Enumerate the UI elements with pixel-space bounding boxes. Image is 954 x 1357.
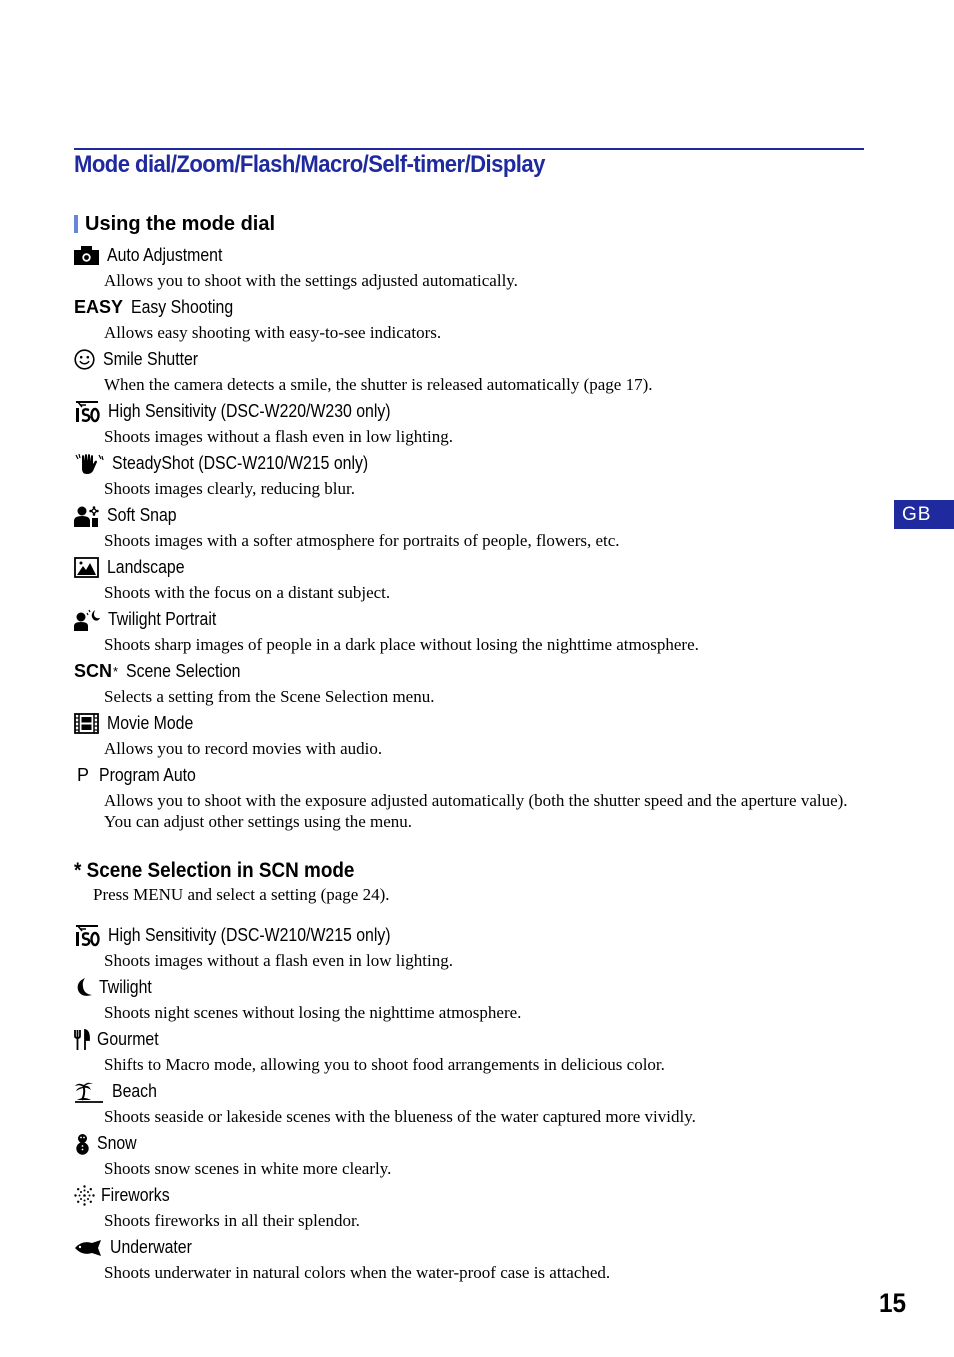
scn-icon-asterisk: * (113, 664, 119, 679)
list-item (74, 973, 874, 1025)
scn-icon-label: SCN (74, 661, 113, 681)
mode-name: Program Auto (99, 765, 196, 785)
mode-name: Snow (97, 1133, 137, 1153)
mode-head (74, 1129, 874, 1158)
mode-head (74, 1181, 874, 1210)
mode-name: Auto Adjustment (107, 245, 223, 265)
language-tab: GB (894, 500, 954, 529)
mode-head (74, 449, 874, 478)
mode-name: High Sensitivity (DSC-W220/W230 only) (108, 401, 391, 421)
mode-name: Twilight (99, 977, 152, 997)
mode-head (74, 1077, 874, 1106)
mode-name: Scene Selection (126, 661, 241, 681)
mode-description: Shoots snow scenes in white more clearly. (104, 1159, 392, 1178)
smile-icon (74, 349, 95, 371)
list-item (74, 709, 874, 761)
list-item (74, 501, 874, 553)
mode-dial-list (74, 241, 874, 832)
mode-name: SteadyShot (DSC-W210/W215 only) (112, 453, 369, 473)
mode-name: Smile Shutter (103, 349, 199, 369)
list-item (74, 1181, 874, 1233)
mode-head (74, 921, 874, 950)
beach-palm-icon (74, 1081, 104, 1103)
scn-icon (74, 661, 118, 683)
mode-description: Shoots images without a flash even in low lighting. (104, 951, 453, 970)
mode-name: High Sensitivity (DSC-W210/W215 only) (108, 925, 391, 945)
mode-description: Shoots with the focus on a distant subject. (104, 583, 391, 602)
mode-description: Allows you to record movies with audio. (104, 739, 383, 758)
steadyshot-hand-icon (74, 453, 104, 475)
mode-head (74, 605, 874, 634)
list-item (74, 1025, 874, 1077)
mode-head (74, 397, 874, 426)
soft-snap-icon (74, 505, 99, 527)
mode-head (74, 761, 874, 790)
iso-icon (74, 925, 100, 947)
mode-head (74, 709, 874, 738)
title-rule (74, 148, 864, 150)
mode-description: When the camera detects a smile, the shutter is released automatically (page 17). (104, 375, 653, 394)
list-item (74, 449, 874, 501)
fish-icon (74, 1237, 102, 1259)
mode-head (74, 501, 874, 530)
mode-name: Easy Shooting (131, 297, 234, 317)
mode-name: Soft Snap (107, 505, 177, 525)
mode-description: Shoots sharp images of people in a dark place without losing the nighttime atmosphere. (104, 635, 699, 654)
mode-name: Fireworks (101, 1185, 170, 1205)
mode-name: Landscape (107, 557, 185, 577)
mode-name: Gourmet (97, 1029, 159, 1049)
mode-name: Beach (112, 1081, 157, 1101)
iso-icon (74, 401, 100, 423)
list-item (74, 761, 874, 832)
mode-head (74, 1233, 874, 1262)
camera-icon (74, 245, 99, 267)
mode-description: Selects a setting from the Scene Selection menu. (104, 687, 435, 706)
fireworks-icon (74, 1185, 95, 1207)
mode-description: Shoots night scenes without losing the nighttime atmosphere. (104, 1003, 522, 1022)
list-item (74, 1129, 874, 1181)
list-item (74, 1077, 874, 1129)
list-item (74, 553, 874, 605)
mode-head (74, 345, 874, 374)
mode-head (74, 553, 874, 582)
scene-selection-intro: Press MENU and select a setting (page 24). (93, 885, 390, 904)
mode-description: Shoots seaside or lakeside scenes with the blueness of the water captured more vividly. (104, 1107, 696, 1126)
mode-description: Allows you to shoot with the exposure adjusted automatically (both the shutter speed and the aperture value). You can adjust other settings using the menu. (104, 791, 848, 831)
moon-icon (74, 977, 93, 999)
scene-selection-heading: * Scene Selection in SCN mode (74, 859, 355, 882)
mode-description: Shifts to Macro mode, allowing you to shoot food arrangements in delicious color. (104, 1055, 665, 1074)
list-item (74, 657, 874, 709)
fork-knife-icon (74, 1029, 91, 1051)
list-item (74, 605, 874, 657)
page-number: 15 (879, 1288, 907, 1318)
mode-head (74, 1025, 874, 1054)
section-heading-text: Using the mode dial (85, 212, 276, 235)
mode-head (74, 657, 874, 686)
mode-description: Shoots images clearly, reducing blur. (104, 479, 356, 498)
section-bar-marker (74, 215, 78, 233)
list-item (74, 345, 874, 397)
twilight-portrait-icon (74, 609, 100, 631)
mode-head (74, 241, 874, 270)
mode-head (74, 293, 874, 322)
easy-icon: EASY (74, 297, 124, 317)
mode-description: Shoots images without a flash even in low lighting. (104, 427, 453, 446)
list-item (74, 241, 874, 293)
mode-name: Twilight Portrait (108, 609, 217, 629)
program-icon: P (77, 765, 90, 785)
mode-name: Underwater (110, 1237, 192, 1257)
mode-description: Allows easy shooting with easy-to-see indicators. (104, 323, 442, 342)
scene-selection-list (74, 921, 874, 1285)
list-item (74, 1233, 874, 1285)
list-item (74, 921, 874, 973)
landscape-icon (74, 557, 99, 579)
section-heading (74, 211, 275, 237)
mode-description: Shoots fireworks in all their splendor. (104, 1211, 360, 1230)
list-item (74, 293, 874, 345)
page-title: Mode dial/Zoom/Flash/Macro/Self-timer/Display (74, 151, 545, 178)
mode-name: Movie Mode (107, 713, 194, 733)
mode-head (74, 973, 874, 1002)
movie-film-icon (74, 713, 99, 735)
mode-description: Shoots images with a softer atmosphere for portraits of people, flowers, etc. (104, 531, 620, 550)
snowman-icon (74, 1133, 91, 1155)
mode-description: Shoots underwater in natural colors when the water-proof case is attached. (104, 1263, 611, 1282)
mode-description: Allows you to shoot with the settings adjusted automatically. (104, 271, 518, 290)
list-item (74, 397, 874, 449)
